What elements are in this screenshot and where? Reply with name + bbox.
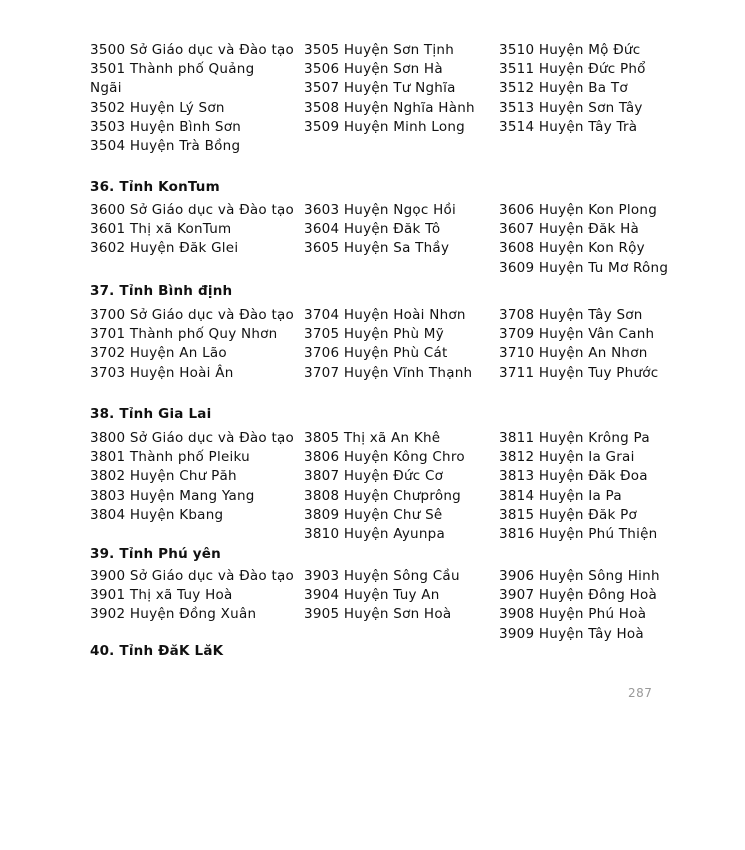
list-item: 3905 Huyện Sơn Hoà bbox=[304, 606, 452, 623]
list-item: 3600 Sở Giáo dục và Đào tạo bbox=[90, 202, 295, 218]
list-item: 3505 Huyện Sơn Tịnh bbox=[304, 42, 455, 58]
column-3 bbox=[499, 567, 694, 644]
list-item: 3506 Huyện Sơn Hà bbox=[304, 61, 443, 78]
list-item: 3814 Huyện Ia Pa bbox=[499, 487, 622, 504]
list-item: 3802 Huyện Chư Păh bbox=[90, 468, 237, 485]
list-item: 3507 Huyện Tư Nghĩa bbox=[304, 80, 456, 97]
list-item: 3803 Huyện Mang Yang bbox=[90, 487, 255, 504]
list-item: 3703 Huyện Hoài Ân bbox=[90, 364, 234, 381]
list-item: 3800 Sở Giáo dục và Đào tạo bbox=[90, 430, 295, 446]
list-item: 3602 Huyện Đăk Glei bbox=[90, 240, 239, 257]
column-1 bbox=[90, 201, 300, 259]
section-phu-yen bbox=[90, 567, 690, 647]
section-binh-dinh bbox=[90, 306, 690, 406]
list-item: 3707 Huyện Vĩnh Thạnh bbox=[304, 364, 473, 381]
list-item: 3706 Huyện Phù Cát bbox=[304, 345, 448, 362]
list-item: 3705 Huyện Phù Mỹ bbox=[304, 326, 444, 343]
column-1 bbox=[90, 306, 300, 383]
section-heading: 38. Tỉnh Gia Lai bbox=[90, 406, 212, 422]
list-item: 3812 Huyện Ia Grai bbox=[499, 449, 635, 466]
list-item: 3513 Huyện Sơn Tây bbox=[499, 99, 643, 116]
list-item: 3607 Huyện Đăk Hà bbox=[499, 221, 640, 238]
list-item: 3810 Huyện Ayunpa bbox=[304, 526, 446, 543]
list-item: 3811 Huyện Krông Pa bbox=[499, 430, 650, 446]
list-item: 3510 Huyện Mộ Đức bbox=[499, 42, 641, 58]
list-item: 3907 Huyện Đông Hoà bbox=[499, 587, 658, 604]
column-2 bbox=[304, 41, 494, 137]
list-item: 3709 Huyện Vân Canh bbox=[499, 326, 655, 343]
list-item: 3815 Huyện Đăk Pơ bbox=[499, 506, 637, 523]
column-2 bbox=[304, 306, 494, 383]
list-item: 3806 Huyện Kông Chro bbox=[304, 449, 465, 466]
column-3 bbox=[499, 201, 694, 278]
section-heading: 40. Tỉnh ĐăK LăK bbox=[90, 643, 224, 659]
list-item: 3512 Huyện Ba Tơ bbox=[499, 80, 628, 97]
list-item: 3804 Huyện Kbang bbox=[90, 506, 224, 523]
section-heading: 37. Tỉnh Bình định bbox=[90, 283, 233, 299]
list-item: 3604 Huyện Đăk Tô bbox=[304, 221, 441, 238]
list-item: 3901 Thị xã Tuy Hoà bbox=[90, 587, 233, 604]
list-item: 3710 Huyện An Nhơn bbox=[499, 345, 648, 362]
page-number: 287 bbox=[628, 686, 653, 700]
list-item: 3708 Huyện Tây Sơn bbox=[499, 307, 643, 323]
list-item: 3511 Huyện Đức Phổ bbox=[499, 61, 646, 78]
section-quang-ngai bbox=[90, 41, 690, 176]
list-item: 3700 Sở Giáo dục và Đào tạo bbox=[90, 307, 295, 323]
list-item: 3603 Huyện Ngọc Hồi bbox=[304, 202, 457, 218]
list-item: 3605 Huyện Sa Thầy bbox=[304, 240, 450, 257]
list-item: 3902 Huyện Đồng Xuân bbox=[90, 606, 257, 623]
column-1 bbox=[90, 41, 300, 156]
list-item: 3906 Huyện Sông Hinh bbox=[499, 568, 660, 584]
list-item: 3514 Huyện Tây Trà bbox=[499, 118, 638, 135]
list-item: 3502 Huyện Lý Sơn bbox=[90, 99, 225, 116]
section-heading: 36. Tỉnh KonTum bbox=[90, 179, 220, 195]
list-item: 3500 Sở Giáo dục và Đào tạo bbox=[90, 42, 295, 58]
list-item: 3509 Huyện Minh Long bbox=[304, 118, 465, 135]
list-item: 3808 Huyện Chưprông bbox=[304, 487, 461, 504]
list-item: 3900 Sở Giáo dục và Đào tạo bbox=[90, 568, 295, 584]
list-item: 3909 Huyện Tây Hoà bbox=[499, 625, 644, 642]
list-item: 3908 Huyện Phú Hoà bbox=[499, 606, 647, 623]
list-item: 3904 Huyện Tuy An bbox=[304, 587, 440, 604]
list-item: 3711 Huyện Tuy Phước bbox=[499, 364, 659, 381]
section-kontum bbox=[90, 201, 690, 281]
list-item: 3813 Huyện Đăk Đoa bbox=[499, 468, 648, 485]
column-2 bbox=[304, 201, 494, 259]
list-item: 3508 Huyện Nghĩa Hành bbox=[304, 99, 475, 116]
column-3 bbox=[499, 41, 694, 137]
list-item: 3601 Thị xã KonTum bbox=[90, 221, 232, 238]
column-3 bbox=[499, 429, 694, 544]
list-item: 3501 Thành phố Quảng Ngãi bbox=[90, 61, 255, 97]
list-item: 3816 Huyện Phú Thiện bbox=[499, 526, 658, 543]
list-item: 3701 Thành phố Quy Nhơn bbox=[90, 326, 278, 343]
column-3 bbox=[499, 306, 694, 383]
list-item: 3801 Thành phố Pleiku bbox=[90, 449, 250, 466]
list-item: 3608 Huyện Kon Rộy bbox=[499, 240, 645, 257]
list-item: 3504 Huyện Trà Bồng bbox=[90, 138, 241, 155]
list-item: 3702 Huyện An Lão bbox=[90, 345, 227, 362]
list-item: 3809 Huyện Chư Sê bbox=[304, 506, 443, 523]
list-item: 3704 Huyện Hoài Nhơn bbox=[304, 307, 466, 323]
list-item: 3609 Huyện Tu Mơ Rông bbox=[499, 259, 669, 276]
list-item: 3503 Huyện Bình Sơn bbox=[90, 118, 242, 135]
column-2 bbox=[304, 429, 494, 544]
list-item: 3903 Huyện Sông Cầu bbox=[304, 568, 460, 584]
column-2 bbox=[304, 567, 494, 625]
list-item: 3606 Huyện Kon Plong bbox=[499, 202, 658, 218]
column-1 bbox=[90, 567, 300, 625]
list-item: 3807 Huyện Đức Cơ bbox=[304, 468, 444, 485]
section-heading: 39. Tỉnh Phú yên bbox=[90, 546, 221, 562]
column-1 bbox=[90, 429, 300, 525]
section-gia-lai bbox=[90, 429, 690, 547]
list-item: 3805 Thị xã An Khê bbox=[304, 430, 441, 446]
